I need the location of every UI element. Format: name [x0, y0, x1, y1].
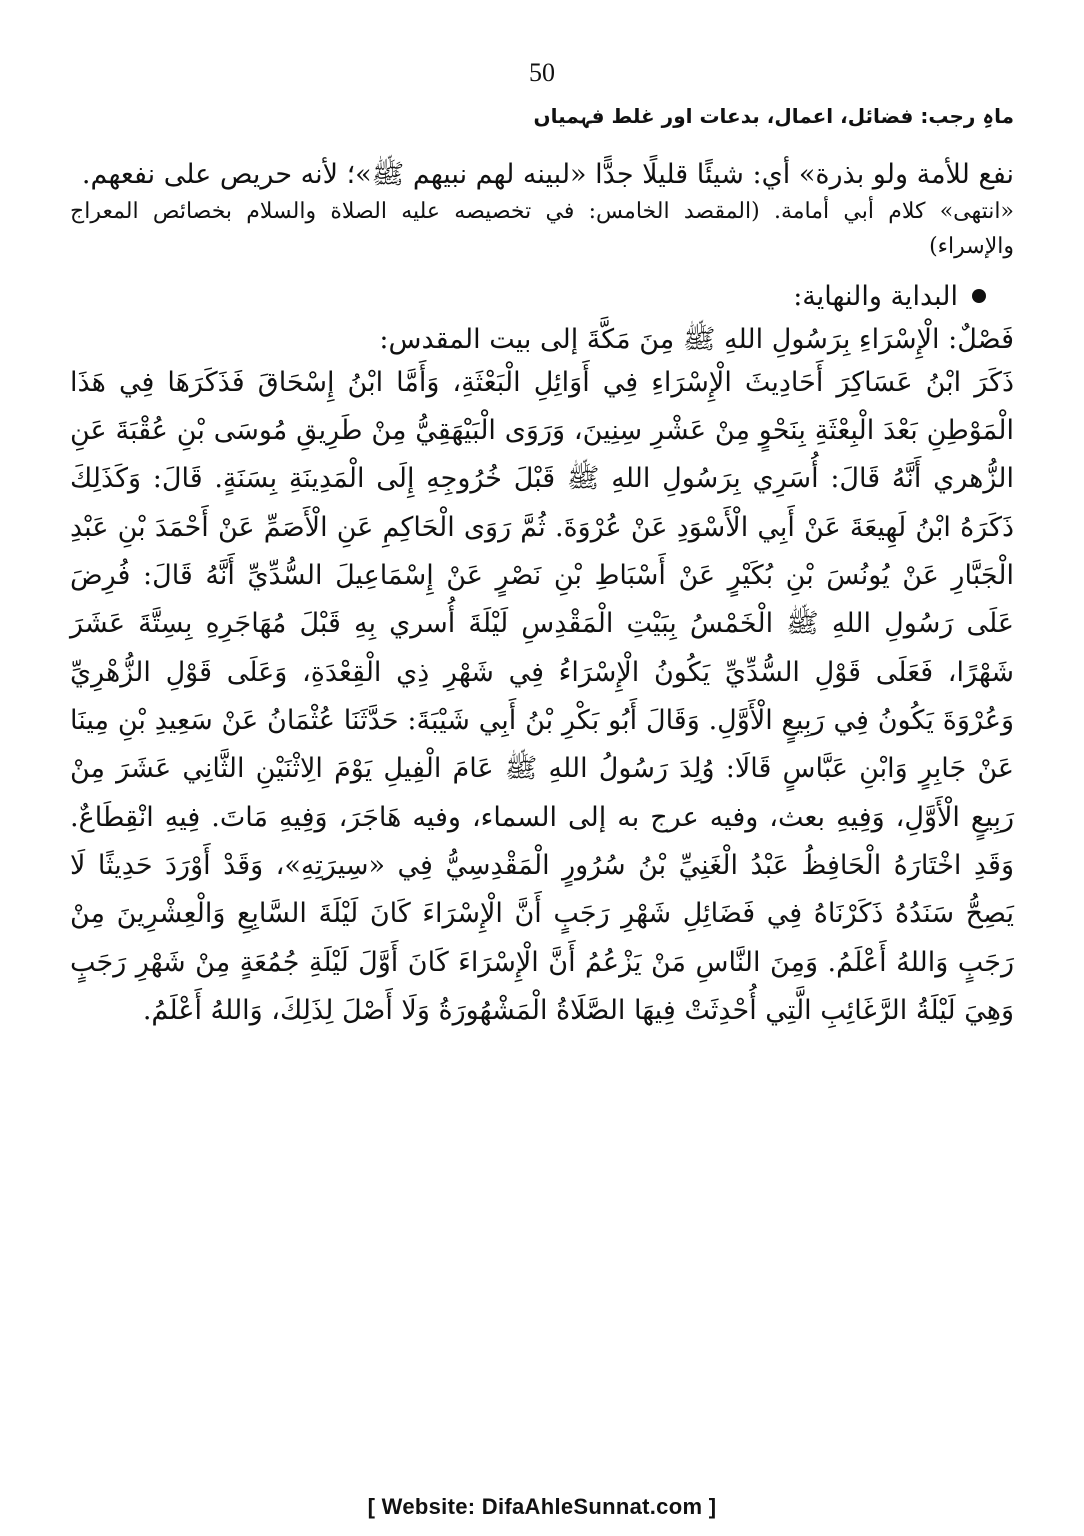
bullet-icon — [972, 289, 986, 303]
body-text: ذَكَرَ ابْنُ عَسَاكِرَ أَحَادِيثَ الْإِسْرَاءِ فِي أَوَائِلِ الْبَعْثَةِ، وَأَمَّا ابْنُ إِسْحَاقَ فَذَكَرَهَا فِي هَذَا الْمَوْطِنِ بَعْدَ الْبِعْثَةِ بِنَحْوٍ مِنْ عَشْرِ سِنِينَ، وَرَوَى الْبَيْهَقِيُّ مِنْ طَرِيقِ مُوسَى بْنِ عُقْبَةَ عَنِ الزُّهري أَنَّهُ قَالَ: أُسَرِي بِرَسُولِ اللهِ ﷺ قَبْلَ خُرُوجِهِ إِلَى الْمَدِينَةِ بِسَنَةٍ. قَالَ: وَكَذَلِكَ ذَكَرَهُ ابْنُ لَهِيعَةَ عَنْ أَبِي الْأَسْوَدِ عَنْ عُرْوَةَ. ثُمَّ رَوَى الْحَاكِمِ عَنِ الْأَصَمِّ عَنْ أَحْمَدَ بْنِ عَبْدِ الْجَبَّارِ عَنْ يُونُسَ بْنِ بُكَيْرٍ عَنْ أَسْبَاطِ بْنِ نَصْرٍ عَنْ إِسْمَاعِيلَ السُّدِّيِّ أَنَّهُ قَالَ: فُرِضَ عَلَى رَسُولِ اللهِ ﷺ الْخَمْسُ بِبَيْتِ الْمَقْدِسِ لَيْلَةَ أُسري بِهِ قَبْلَ مُهَاجَرِهِ بِسِتَّةَ عَشَرَ شَهْرًا، فَعَلَى قَوْلِ السُّدِّيِّ يَكُونُ الْإِسْرَاءُ فِي شَهْرِ ذِي الْقِعْدَةِ، وَعَلَى قَوْلِ الزُّهْرِيِّ وَعُرْوَةَ يَكُونُ فِي رَبِيعٍ الْأَوَّلِ. وَقَالَ أَبُو بَكْرِ بْنُ أَبِي شَيْبَةَ: حَدَّثَنَا عُثْمَانُ عَنْ سَعِيدِ بْنِ مِينَا عَنْ جَابِرٍ وَابْنِ عَبَّاسٍ قَالَا: وُلِدَ رَسُولُ اللهِ ﷺ عَامَ الْفِيلِ يَوْمَ الِاثْنَيْنِ الثَّانِي عَشَرَ مِنْ رَبِيعٍ الْأَوَّلِ، وَفِيهِ بعث، وفيه عرج به إلى السماء، وفيه هَاجَرَ، وَفِيهِ مَاتَ. فِيهِ انْقِطَاعٌ. وَقَدِ اخْتَارَهُ الْحَافِظُ عَبْدُ الْغَنِيِّ بْنُ سُرُورٍ الْمَقْدِسِيُّ فِي «سِيرَتِهِ»، وَقَدْ أَوْرَدَ حَدِيثًا لَا يَصِحُّ سَنَدُهُ ذَكَرْنَاهُ فِي فَضَائِلِ شَهْرِ رَجَبٍ أَنَّ الْإِسْرَاءَ كَانَ لَيْلَةَ السَّابِعِ وَالْعِشْرِينَ مِنْ رَجَبٍ وَاللهُ أَعْلَمُ. وَمِنَ النَّاسِ مَنْ يَزْعُمُ أَنَّ الْإِسْرَاءَ كَانَ أَوَّلَ لَيْلَةِ جُمُعَةٍ مِنْ شَهْرِ رَجَبٍ وَهِيَ لَيْلَةُ الرَّغَائِبِ الَّتِي أُحْدِثَتْ فِيهَا الصَّلَاةُ الْمَشْهُورَةُ وَلَا أَصْلَ لِذَلِكَ، وَاللهُ أَعْلَمُ. — [70, 366, 1014, 1027]
bullet-heading-text: البداية والنهاية: — [793, 280, 958, 312]
website-footer: [ Website: DifaAhleSunnat.com ] — [367, 1494, 717, 1519]
citation-note: «انتهى» كلام أبي أمامة. (المقصد الخامس: في تخصيصه عليه الصلاة والسلام بخصائص المعراج والإسراء) — [70, 199, 1014, 260]
intro-paragraph: نفع للأمة ولو بذرة» أي: شيئًا قليلًا جدًّا «لبينه لهم نبيهم ﷺ»؛ لأنه حريص على نفعهم. — [81, 159, 1014, 190]
section-title: فَصْلٌ: الْإِسْرَاءِ بِرَسُولِ اللهِ ﷺ مِنَ مَكَّةَ إلى بيت المقدس: — [379, 323, 1014, 355]
page-number: 50 — [529, 58, 555, 87]
bullet-heading — [70, 277, 1014, 316]
running-header: ماہِ رجب: فضائل، اعمال، بدعات اور غلط فہمیاں — [533, 104, 1014, 128]
page-content — [70, 155, 1014, 1035]
